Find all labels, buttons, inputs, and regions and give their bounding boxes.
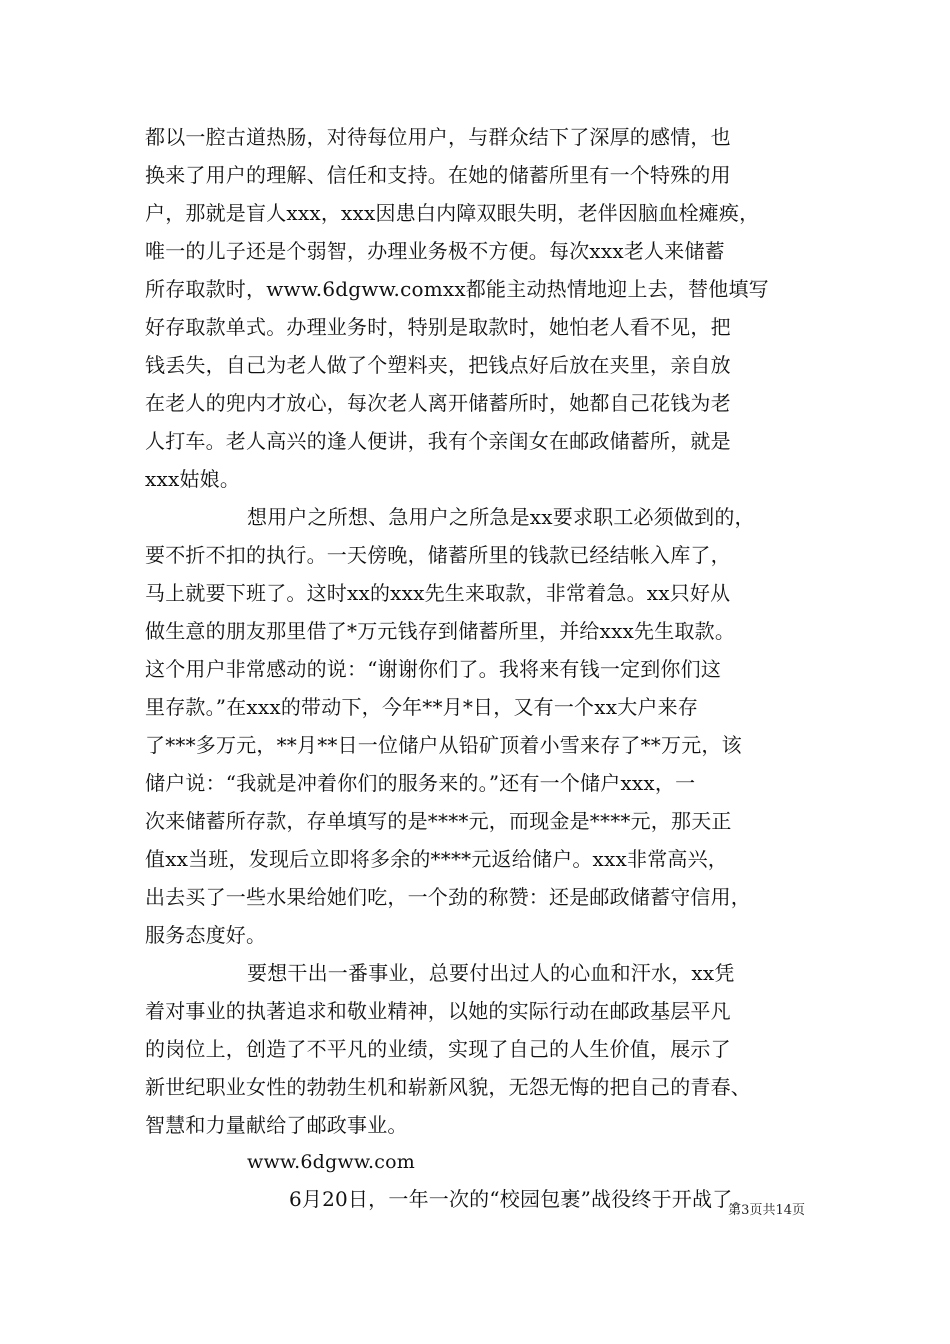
- text-line: 所存取款时，www.6dgww.comxx都能主动热情地迎上去，替他填写: [145, 277, 769, 301]
- text-line: 换来了用户的理解、信任和支持。在她的储蓄所里有一个特殊的用: [145, 163, 731, 187]
- text-line: 着对事业的执著追求和敬业精神，以她的实际行动在邮政基层平凡: [145, 999, 731, 1023]
- paragraph-first-line: 6月20日，一年一次的“校园包裹”战役终于开战了。: [289, 1187, 753, 1211]
- website-url: www.6dgww.com: [247, 1151, 415, 1173]
- text-line: 里存款。”在xxx的带动下，今年**月*日，又有一个xx大户来存: [145, 695, 699, 719]
- text-line: 马上就要下班了。这时xx的xxx先生来取款，非常着急。xx只好从: [145, 581, 731, 605]
- text-line: 要不折不扣的执行。一天傍晚，储蓄所里的钱款已经结帐入库了，: [145, 543, 731, 567]
- text-line: 唯一的儿子还是个弱智，办理业务极不方便。每次xxx老人来储蓄: [145, 239, 725, 263]
- text-line: 值xx当班，发现后立即将多余的****元返给储户。xxx非常高兴，: [145, 847, 728, 871]
- text-line: 都以一腔古道热肠，对待每位用户，与群众结下了深厚的感情，也: [145, 125, 731, 149]
- paragraph-first-line: 要想干出一番事业，总要付出过人的心血和汗水，xx凭: [247, 961, 735, 985]
- page-number-footer: 第3页共14页: [728, 1203, 805, 1218]
- text-line: 在老人的兜内才放心，每次老人离开储蓄所时，她都自己花钱为老: [145, 391, 731, 415]
- text-line: 做生意的朋友那里借了*万元钱存到储蓄所里，并给xxx先生取款。: [145, 619, 736, 643]
- text-line: 服务态度好。: [145, 923, 267, 947]
- text-line: 钱丢失，自己为老人做了个塑料夹，把钱点好后放在夹里，亲自放: [145, 353, 731, 377]
- text-line: 出去买了一些水果给她们吃，一个劲的称赞：还是邮政储蓄守信用，: [145, 885, 751, 909]
- text-line: 新世纪职业女性的勃勃生机和崭新风貌，无怨无悔的把自己的青春、: [145, 1075, 751, 1099]
- text-line: 好存取款单式。办理业务时，特别是取款时，她怕老人看不见，把: [145, 315, 731, 339]
- text-line: xxx姑娘。: [145, 467, 241, 491]
- text-line: 这个用户非常感动的说：“谢谢你们了。我将来有钱一定到你们这: [145, 657, 722, 681]
- text-line: 智慧和力量献给了邮政事业。: [145, 1113, 408, 1137]
- text-line: 储户说：“我就是冲着你们的服务来的。”还有一个储户xxx，一: [145, 771, 696, 795]
- paragraph-first-line: 想用户之所想、急用户之所急是xx要求职工必须做到的，: [247, 505, 755, 529]
- text-line: 人打车。老人高兴的逢人便讲，我有个亲闺女在邮政储蓄所，就是: [145, 429, 731, 453]
- text-line: 了***多万元，**月**日一位储户从铅矿顶着小雪来存了**万元，该: [145, 733, 742, 757]
- text-line: 户，那就是盲人xxx，xxx因患白内障双眼失明，老伴因脑血栓瘫痪，: [145, 201, 760, 225]
- text-line: 的岗位上，创造了不平凡的业绩，实现了自己的人生价值，展示了: [145, 1037, 731, 1061]
- text-line: 次来储蓄所存款，存单填写的是****元，而现金是****元，那天正: [145, 809, 732, 833]
